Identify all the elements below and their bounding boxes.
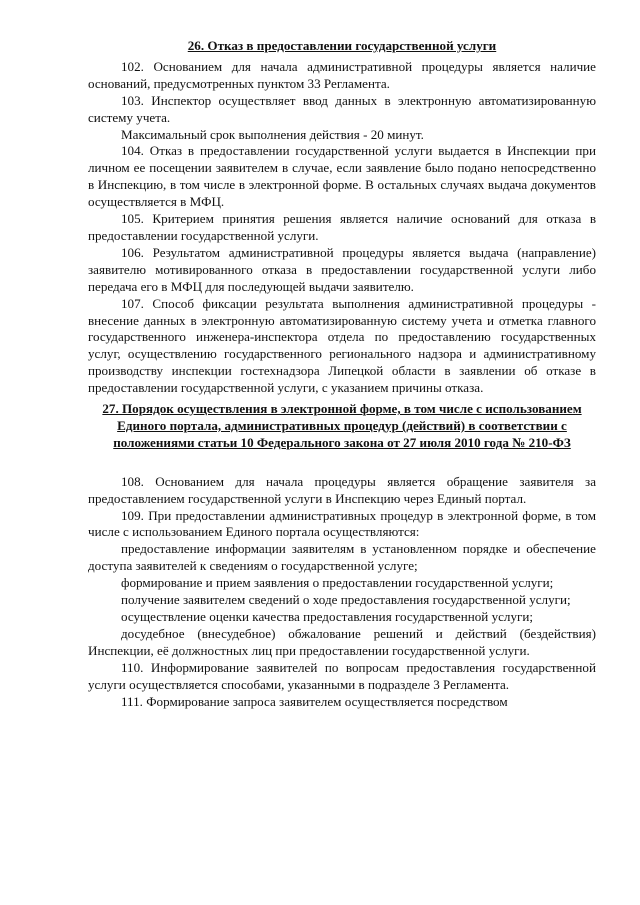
section-26-heading: 26. Отказ в предоставлении государственной услуги [187,38,497,53]
paragraph-107: 107. Способ фиксации результата выполнения административной процедуры - внесение данных в электронную автоматизированную систему учета и отметка главного государственного инженера-инспектора отдела по предоставлению государственных услуг, осуществлению государственного регионального надзора и административному производству инспекции гостехнадзора Липецкой области в заявлении об отказе в предоставлении государственной услуги, с указанием причины отказа. [88,295,596,396]
paragraph-106: 106. Результатом административной процедуры является выдача (направление) заявителю мотивированного отказа в предоставлении государственной услуги либо передача его в МФЦ для последующей выдачи заявителю. [88,244,596,294]
paragraph-105: 105. Критерием принятия решения является наличие оснований для отказа в предоставлении государственной услуги. [88,211,596,243]
paragraph-109: 109. При предоставлении административных процедур в электронной форме, в том числе с использованием Единого портала осуществляются: [88,507,596,540]
paragraph-104: 104. Отказ в предоставлении государственной услуги выдается в Инспекции при личном ее посещении заявителем в случае, если заявление было подано непосредственно в Инспекцию, в том числе в электронной форме. В остальных случаях выдача документов осуществляется в МФЦ. [88,143,596,210]
paragraph-102: 102. Основанием для начала административной процедуры является наличие оснований, предусмотренных пунктом 33 Регламента. [88,58,596,91]
paragraph-application: формирование и прием заявления о предоставлении государственной услуги; [121,575,554,591]
paragraph-info: предоставление информации заявителям в установленном порядке и обеспечение доступа заявителей к сведениям о государственной услуге; [88,541,596,574]
section-27-heading: 27. Порядок осуществления в электронной форме, в том числе с использованием Единого портала, административных процедур (действий) в соответствии с положениями статьи 10 Федерального закона от 27 июля 2010 года № 210-ФЗ [102,401,582,450]
paragraph-108: 108. Основанием для начала процедуры является обращение заявителя за предоставлением государственной услуги в Инспекцию через Единый портал. [88,473,596,506]
paragraph-max-time: Максимальный срок выполнения действия - 20 минут. [121,126,424,142]
paragraph-appeal: досудебное (внесудебное) обжалование решений и действий (бездействия) Инспекции, её должностных лиц при предоставлении государственной услуги. [88,625,596,658]
paragraph-status: получение заявителем сведений о ходе предоставления государственной услуги; [121,592,571,608]
paragraph-quality: осуществление оценки качества предоставления государственной услуги; [121,609,534,624]
paragraph-103: 103. Инспектор осуществляет ввод данных в электронную автоматизированную систему учета. [88,92,596,125]
paragraph-110: 110. Информирование заявителей по вопросам предоставления государственной услуги осуществляется способами, указанными в подразделе 3 Регламента. [88,659,596,692]
paragraph-111: 111. Формирование запроса заявителем осуществляется посредством [121,693,508,709]
